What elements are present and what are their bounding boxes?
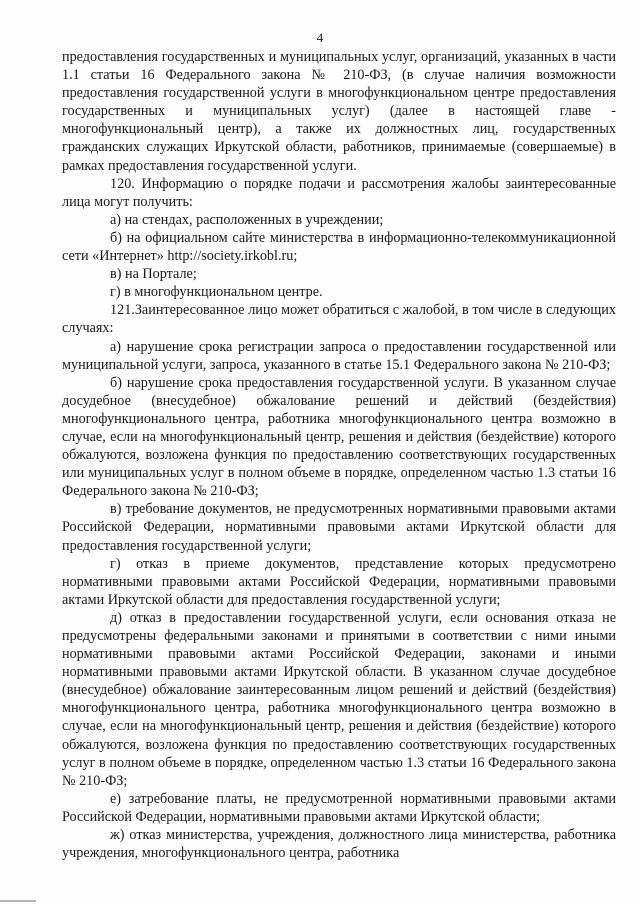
list-item-b-website: б) на официальном сайте министерства в информационно-телекоммуникационной сети «Интернет» http://society.irkobl.ru; bbox=[62, 229, 616, 265]
paragraph-121: 121.Заинтересованное лицо может обратиться с жалобой, в том числе в следующих случаях: bbox=[62, 302, 616, 337]
list-item-a-registration-term: а) нарушение срока регистрации запроса о предоставлении государственной или муниципальной услуги, запроса, указанного в статье 15.1 Федерального закона № 210-ФЗ; bbox=[62, 338, 616, 373]
list-item-d-service-refusal: д) отказ в предоставлении государственной услуги, если основания отказа не предусмотрены федеральными законами и принятыми в соответствии с ними иными нормативными правовыми актами Российской Федерации, законами и иными нормативными правовыми актами Иркутской области. В указанном случае досудебное (внесудебное) обжалование заинтересованным лицом решений и действий (бездействия) многофункционального центра, работника многофункционального центра возможно в случае, если на многофункциональный центр, решения и действия (бездействие) которого обжалуются, возложена функция по предоставлению соответствующих государственных услуг в полном объеме в порядке, определенном частью 1.3 статьи 16 Федерального закона № 210-ФЗ; bbox=[62, 609, 616, 789]
list-item-v-documents-requirement: в) требование документов, не предусмотренных нормативными правовыми актами Российской Федерации, нормативными правовыми актами Иркутской области для предоставления государственной услуги; bbox=[62, 501, 616, 554]
list-item-zh-refusal: ж) отказ министерства, учреждения, должностного лица министерства, работника учреждения, многофункционального центра, работника bbox=[62, 827, 616, 862]
document-body bbox=[62, 48, 616, 862]
paragraph-continuation: предоставления государственных и муниципальных услуг, организаций, указанных в части 1.1 статьи 16 Федерального закона № 210-ФЗ, (в случае наличия возможности предоставления государственной услуги в многофункциональном центре предоставления государственных и муниципальных услуг) (далее в настоящей главе - многофункциональный центр), а также их должностных лиц, государственных гражданских служащих Иркутской области, работников, принимаемые (совершаемые) в рамках предоставления государственной услуги. bbox=[62, 49, 616, 174]
list-item-e-payment: е) затребование платы, не предусмотренной нормативными правовыми актами Российской Федерации, нормативными правовыми актами Иркутской области; bbox=[62, 790, 616, 825]
paragraph-120: 120. Информацию о порядке подачи и рассмотрения жалобы заинтересованные лица могут получить: bbox=[62, 175, 616, 210]
scan-edge-mark bbox=[0, 900, 36, 902]
list-item-b-service-term: б) нарушение срока предоставления государственной услуги. В указанном случае досудебное (внесудебное) обжалование решений и действий (бездействия) многофункционального центра, работника многофункционального центра возможно в случае, если на многофункциональный центр, решения и действия (бездействие) которого обжалуются, возложена функция по предоставлению соответствующих государственных или муниципальных услуг в полном объеме в порядке, определенном частью 1.3 статьи 16 Федерального закона № 210-ФЗ; bbox=[62, 374, 616, 500]
list-item-g-documents-refusal: г) отказ в приеме документов, представление которых предусмотрено нормативными правовыми актами Российской Федерации, нормативными правовыми актами Иркутской области для предоставления государственной услуги; bbox=[62, 555, 616, 608]
page-number: 4 bbox=[316, 30, 324, 45]
list-item-v-portal: в) на Портале; bbox=[110, 266, 197, 283]
list-item-g-mfc: г) в многофункциональном центре. bbox=[110, 284, 323, 301]
list-item-a-stands: а) на стендах, расположенных в учреждении; bbox=[110, 211, 384, 228]
